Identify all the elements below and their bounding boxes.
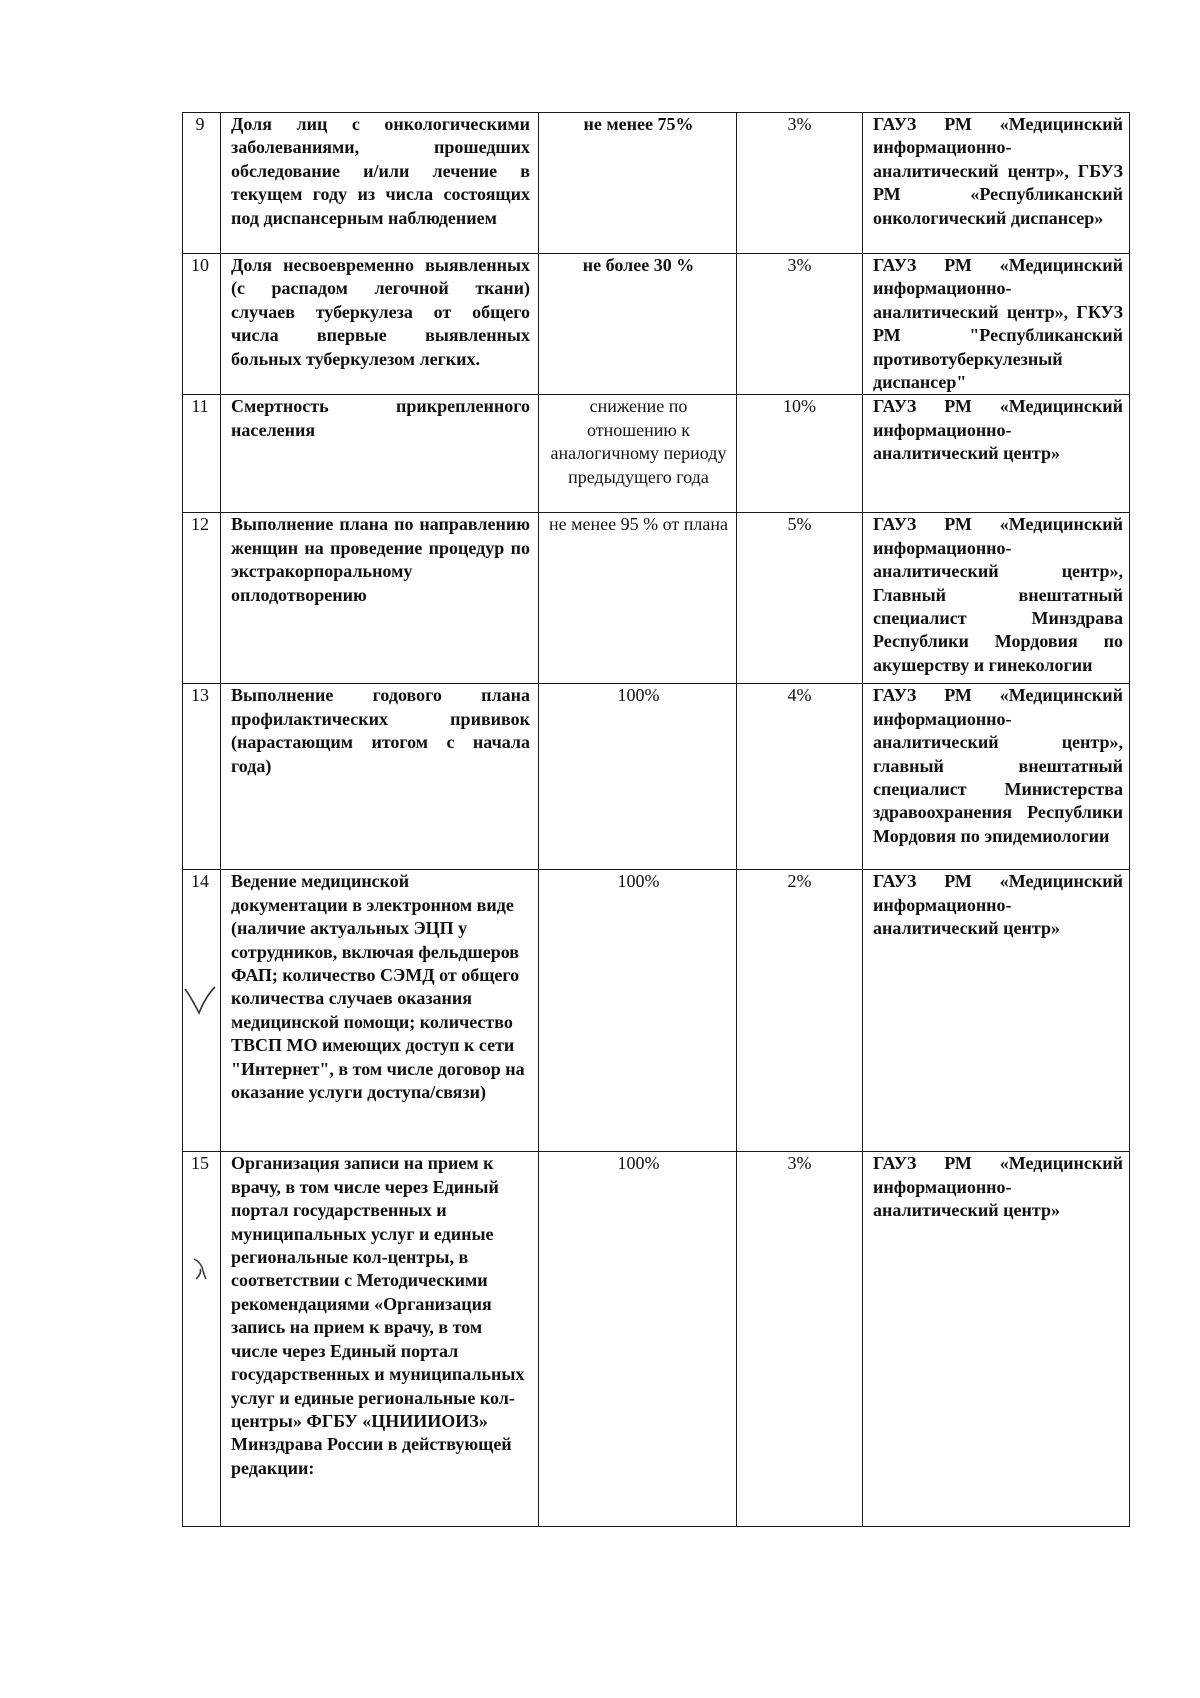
table-row [183,113,1130,254]
target-cell [539,513,737,684]
indicator-cell [221,684,539,870]
weight-text: 2% [787,871,812,892]
weight-cell [737,1152,863,1527]
weight-text: 4% [787,685,812,706]
weight-cell [737,513,863,684]
responsible-cell [863,254,1130,395]
target-text: не менее 75% [583,114,694,134]
weight-text: 10% [783,396,816,417]
responsible-cell [863,1152,1130,1527]
responsible-cell [863,395,1130,513]
responsible-text: ГАУЗ РМ «Медицинский информационно-аналитический центр» [873,396,1123,464]
table-row [183,870,1130,1152]
weight-cell [737,254,863,395]
indicator-text: Смертность прикрепленного населения [231,396,530,440]
responsible-cell [863,113,1130,254]
row-number-cell [183,684,221,870]
indicator-cell [221,113,539,254]
weight-text: 3% [787,1153,812,1174]
target-cell [539,684,737,870]
weight-text: 5% [787,514,812,535]
indicator-text: Доля несвоевременно выявленных (с распадом легочной ткани) случаев туберкулеза от общего числа впервые выявленных больных туберкулезом легких. [231,255,530,369]
weight-cell [737,395,863,513]
indicator-text: Выполнение плана по направлению женщин на проведение процедур по экстракорпоральному оплодотворению [231,514,530,605]
responsible-cell [863,513,1130,684]
indicator-cell [221,254,539,395]
handwritten-check-mark [183,983,217,1017]
indicator-text: Ведение медицинской документации в электронном виде (наличие актуальных ЭЦП у сотрудников, включая фельдшеров ФАП; количество СЭМД от общего количества случаев оказания медицинской помощи; количество ТВСП МО имеющих доступ к сети "Интернет", в том числе договор на оказание услуги доступа/связи) [231,871,525,1103]
row-number-cell [183,113,221,254]
target-cell [539,113,737,254]
row-number: 13 [191,685,209,706]
indicator-text: Выполнение годового плана профилактических прививок (нарастающим итогом с начала года) [231,685,530,776]
row-number-cell [183,513,221,684]
target-text: 100% [617,871,660,892]
indicator-cell [221,395,539,513]
indicators-table [182,112,1130,1527]
responsible-cell [863,684,1130,870]
target-text: не более 30 % [582,255,695,275]
row-number: 12 [191,514,209,535]
weight-text: 3% [787,255,812,275]
table-row [183,254,1130,395]
row-number-cell [183,254,221,395]
row-number: 10 [191,255,209,275]
row-number-cell [183,395,221,513]
table-row [183,395,1130,513]
target-cell [539,254,737,395]
row-number: 9 [195,114,205,134]
indicator-text: Организация записи на прием к врачу, в том числе через Единый портал государственных и муниципальных услуг и единые региональные кол-центры, в соответствии с Методическими рекомендациями «Организация запись на прием к врачу, в том числе через Единый портал государственных и муниципальных услуг и единые региональные кол-центры» ФГБУ «ЦНИИИОИЗ» Минздрава России в действующей редакции: [231,1153,525,1478]
indicator-cell [221,1152,539,1527]
table-row [183,513,1130,684]
target-cell [539,1152,737,1527]
table-row [183,684,1130,870]
row-number: 15 [191,1153,209,1174]
indicator-text: Доля лиц с онкологическими заболеваниями, прошедших обследование и/или лечение в текущем году из числа состоящих под диспансерным наблюдением [231,114,530,228]
responsible-text: ГАУЗ РМ «Медицинский информационно-аналитический центр» [873,871,1123,939]
row-number: 14 [191,871,209,892]
indicator-cell [221,870,539,1152]
target-cell [539,395,737,513]
responsible-text: ГАУЗ РМ «Медицинский информационно-аналитический центр», ГКУЗ РМ "Республиканский противотуберкулезный диспансер" [873,255,1123,393]
handwritten-mark [190,1255,212,1283]
target-text: 100% [617,1153,660,1174]
row-number: 11 [191,396,209,417]
responsible-text: ГАУЗ РМ «Медицинский информационно-аналитический центр», ГБУЗ РМ «Республиканский онкологический диспансер» [873,114,1123,228]
weight-text: 3% [787,114,812,134]
target-text: снижение по отношению к аналогичному периоду предыдущего года [550,396,727,487]
table-row [183,1152,1130,1527]
responsible-text: ГАУЗ РМ «Медицинский информационно-аналитический центр» [873,1153,1123,1221]
responsible-text: ГАУЗ РМ «Медицинский информационно-аналитический центр», Главный внештатный специалист Минздрава Республики Мордовия по акушерству и гинекологии [873,514,1123,675]
responsible-text: ГАУЗ РМ «Медицинский информационно-аналитический центр», главный внештатный специалист Министерства здравоохранения Республики Мордовия по эпидемиологии [873,685,1123,846]
target-text: не менее 95 % от плана [549,514,728,535]
weight-cell [737,684,863,870]
weight-cell [737,870,863,1152]
responsible-cell [863,870,1130,1152]
target-text: 100% [617,685,660,706]
indicator-cell [221,513,539,684]
row-number-cell [183,1152,221,1527]
target-cell [539,870,737,1152]
weight-cell [737,113,863,254]
